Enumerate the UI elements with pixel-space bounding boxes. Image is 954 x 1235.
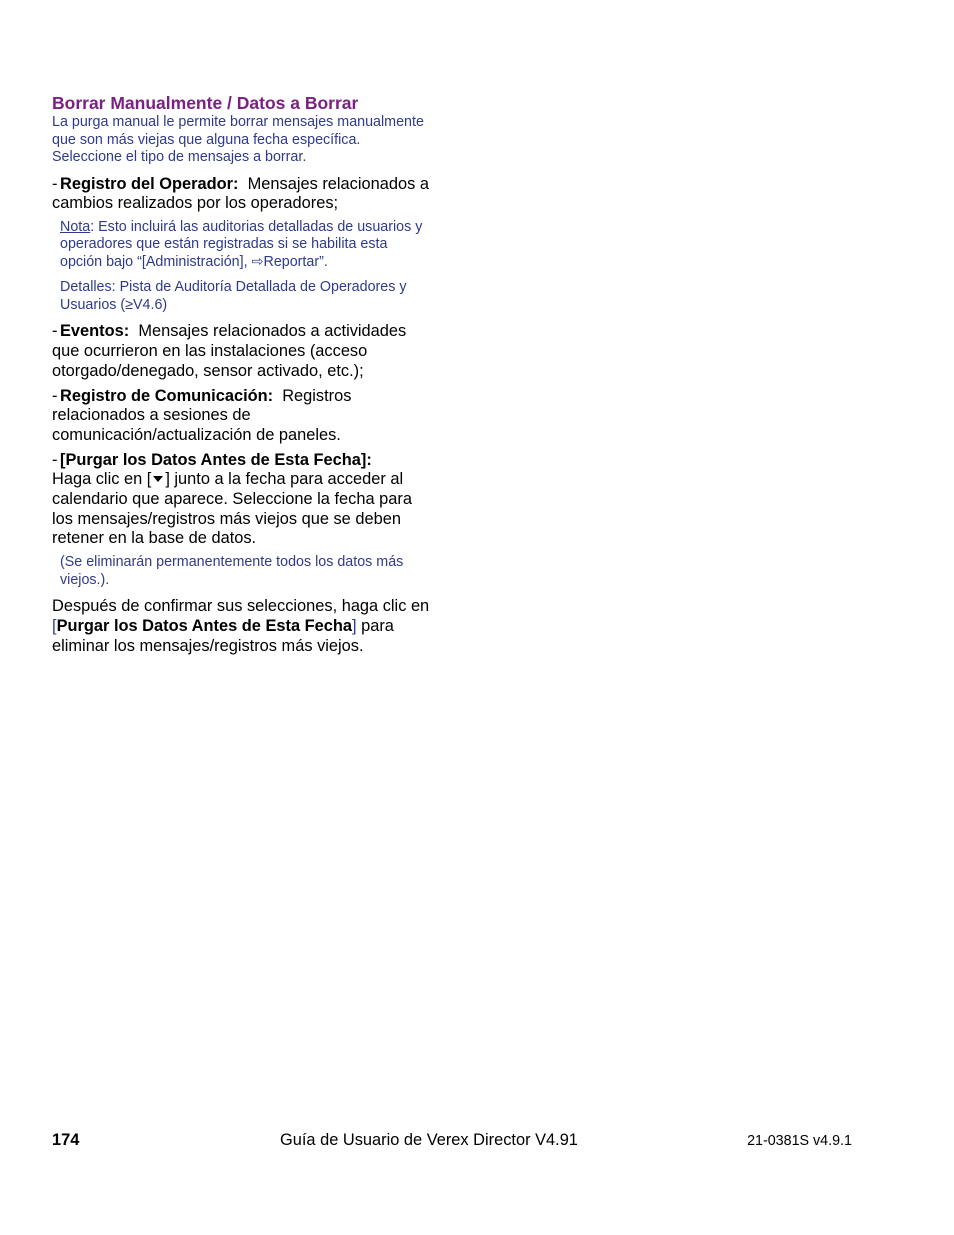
comm-log-text: Registros relacionados a sesiones de comunicación/actualización de paneles. <box>52 386 352 444</box>
closing-after: para eliminar los mensajes/registros más viejos. <box>52 616 394 655</box>
closing-paragraph: Después de confirmar sus selecciones, haga clic en [Purgar los Datos Antes de Esta Fecha] para eliminar los mensajes/registros más viejos. <box>52 597 430 655</box>
purge-button-reference: Purgar los Datos Antes de Esta Fecha <box>56 616 352 635</box>
note-label: Nota <box>60 218 91 235</box>
content-column <box>52 92 432 661</box>
closing-before: Después de confirmar sus selecciones, haga clic en <box>52 597 430 616</box>
purge-date-text-after: ] junto a la fecha para acceder al calendario que aparece. Seleccione la fecha para los mensajes/registros más viejos que se deben retener en la base de datos. <box>52 470 412 548</box>
comm-log-label: Registro de Comunicación: <box>60 386 274 405</box>
note-text: : Esto incluirá las auditorias detalladas de usuarios y operadores que están registradas si se habilita esta opción bajo “[Administración], ⇨Reportar”. <box>60 218 423 270</box>
list-item-purge-date: - [Purgar los Datos Antes de Esta Fecha]: Haga clic en [ ] junto a la fecha para acceder al calendario que aparece. Seleccione la fecha para los mensajes/registros más viejos que se deben retener en la base de datos. <box>52 450 412 548</box>
operator-details: Detalles: Pista de Auditoría Detallada de Operadores y Usuarios (≥V4.6) <box>60 279 407 313</box>
purge-date-label: [Purgar los Datos Antes de Esta Fecha]: <box>60 450 372 469</box>
page-footer <box>52 1131 852 1153</box>
operator-note <box>52 219 432 272</box>
dropdown-arrow-icon <box>151 473 165 485</box>
list-item-operator-log: - Registro del Operador: Mensajes relacionados a cambios realizados por los operadores; <box>52 174 429 213</box>
section-intro: La purga manual le permite borrar mensajes manualmente que son más viejas que alguna fecha específica. Seleccione el tipo de mensajes a borrar. <box>52 114 424 165</box>
purge-date-text-before: Haga clic en [ <box>52 470 152 489</box>
list-item-events: - Eventos: Mensajes relacionados a actividades que ocurrieron en las instalaciones (acceso otorgado/denegado, sensor activado, etc.); <box>52 322 407 380</box>
list-item-comm-log: - Registro de Comunicación: Registros relacionados a sesiones de comunicación/actualización de paneles. <box>52 386 352 444</box>
document-id: 21-0381S v4.9.1 <box>747 1133 852 1149</box>
section-title: Borrar Manualmente / Datos a Borrar <box>52 93 359 113</box>
events-label: Eventos: <box>60 322 130 341</box>
operator-log-text: Mensajes relacionados a cambios realizados por los operadores; <box>52 174 429 213</box>
guide-title: Guía de Usuario de Verex Director V4.91 <box>280 1131 578 1149</box>
purge-date-note: (Se eliminarán permanentemente todos los datos más viejos.). <box>60 554 404 588</box>
events-text: Mensajes relacionados a actividades que ocurrieron en las instalaciones (acceso otorgado/denegado, sensor activado, etc.); <box>52 322 407 380</box>
operator-log-label: Registro del Operador: <box>60 174 239 193</box>
page-number: 174 <box>52 1131 80 1149</box>
